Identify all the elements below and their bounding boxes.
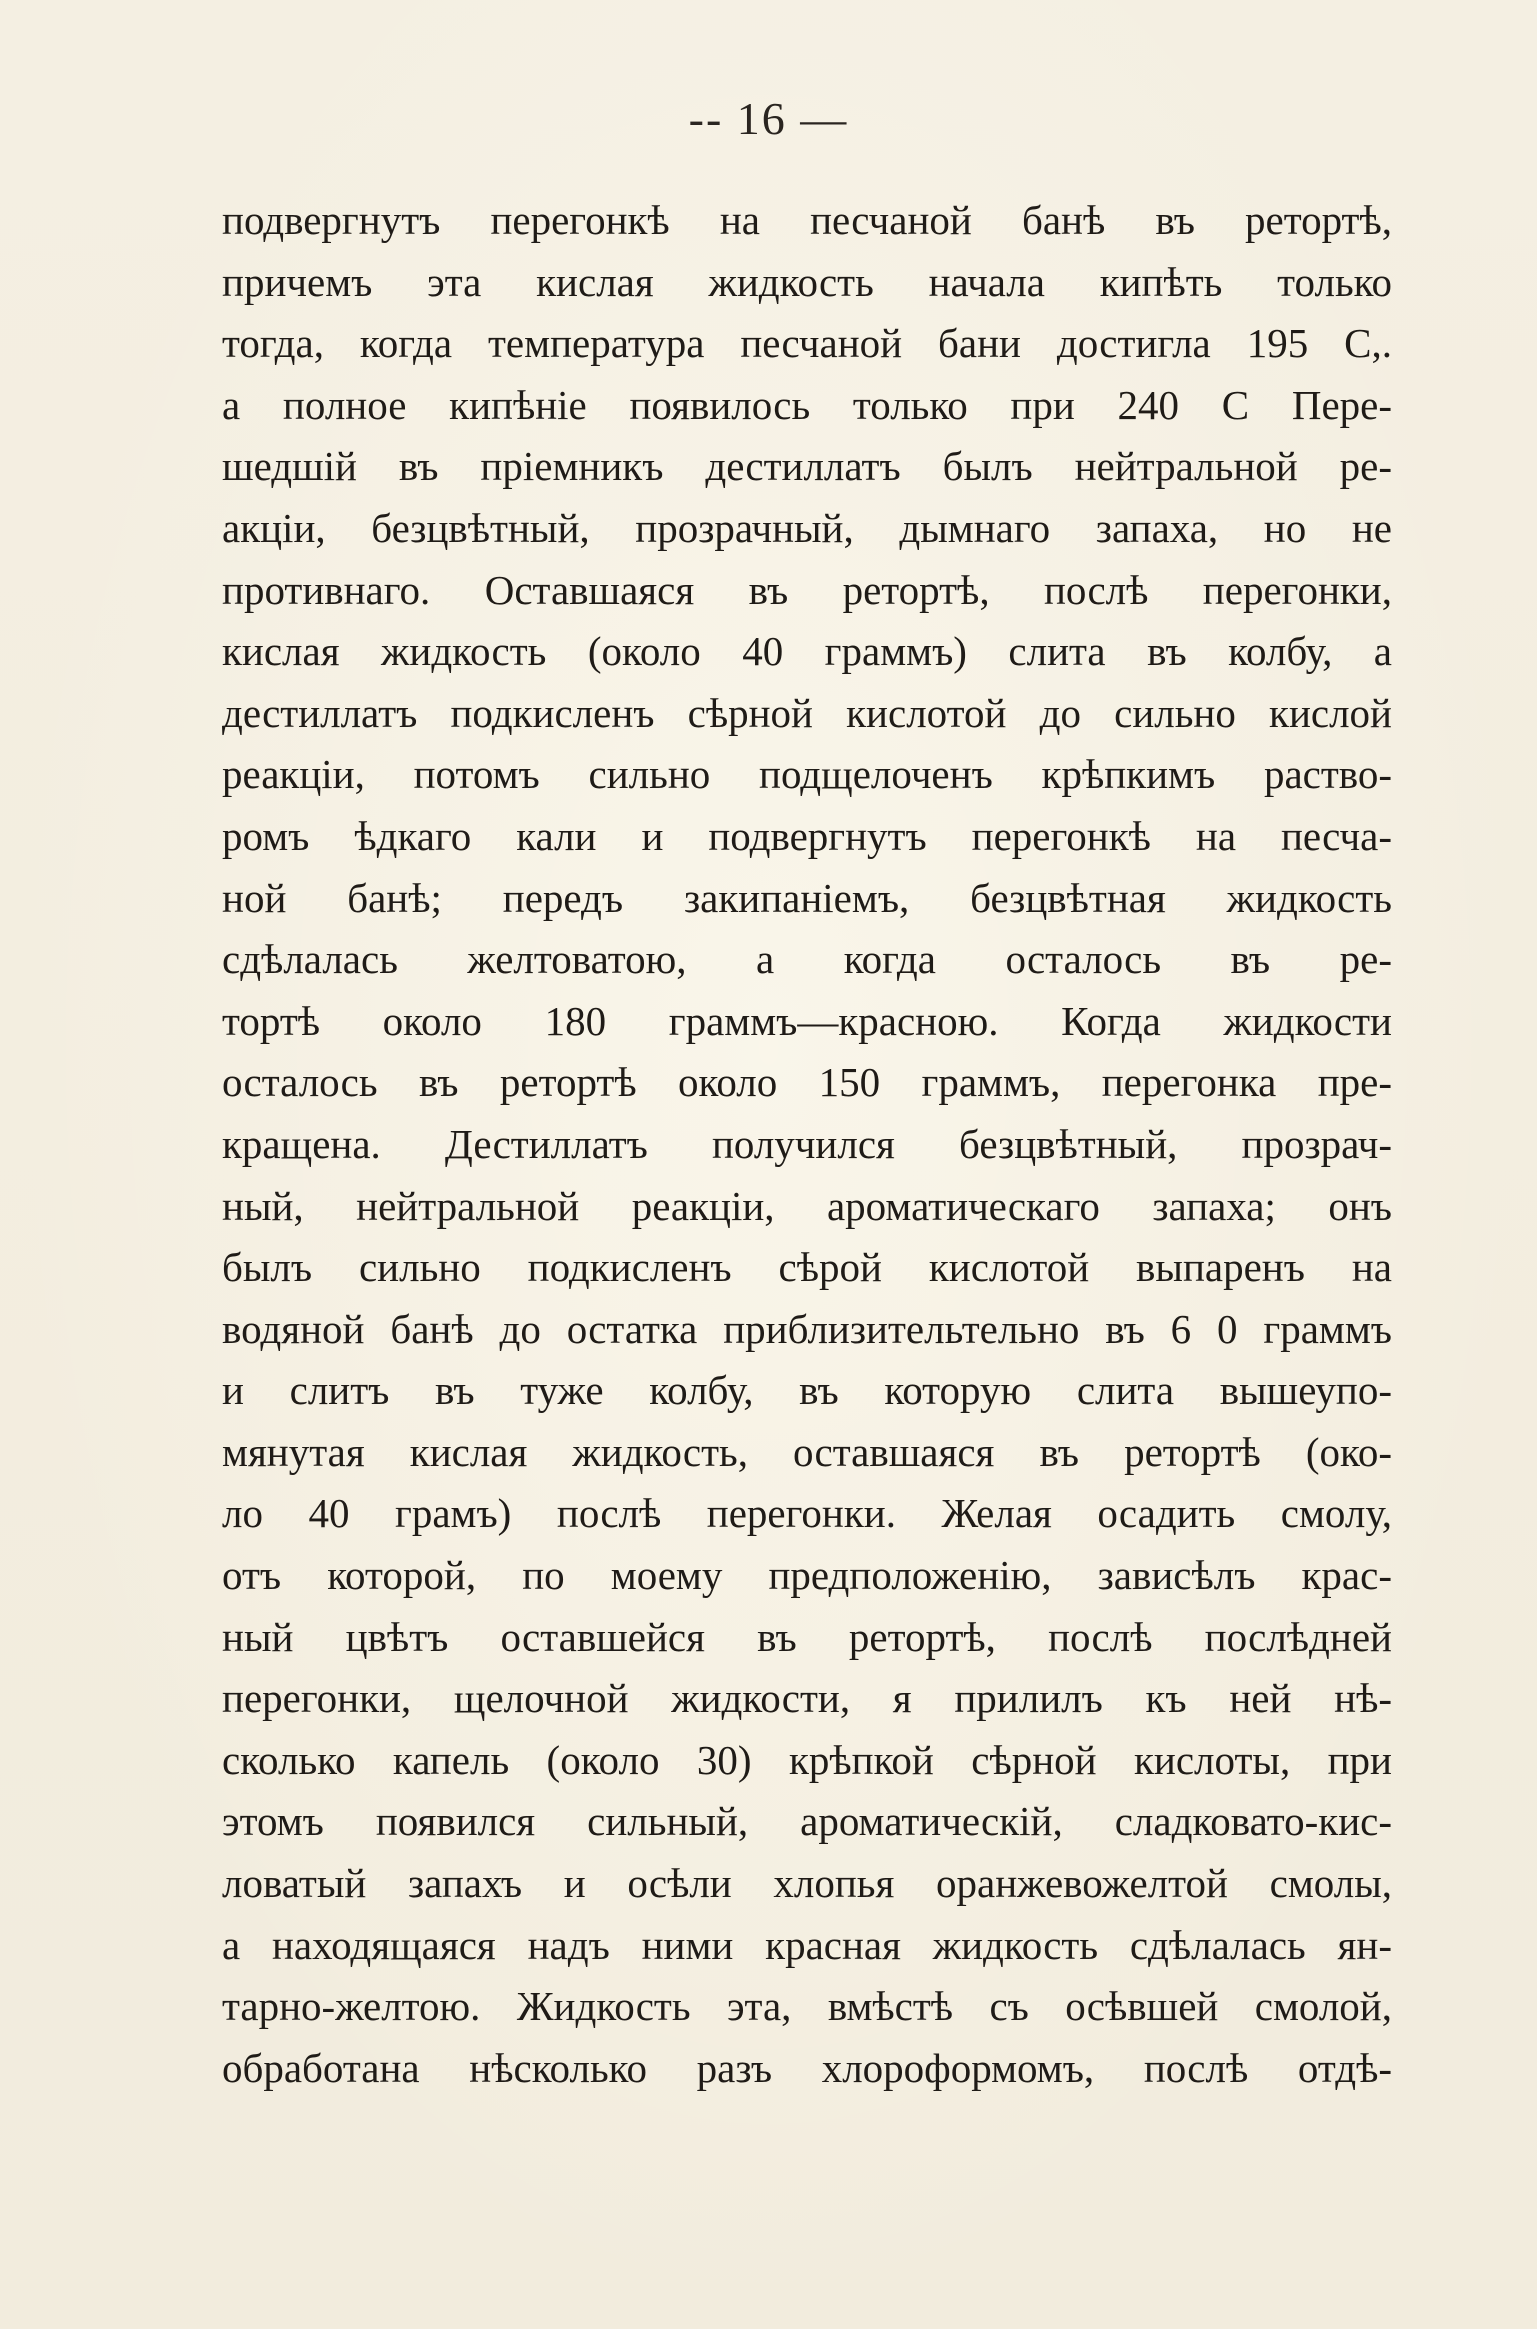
page-number: -- 16 — xyxy=(688,93,849,144)
text-line: осталось въ ретортѣ около 150 граммъ, перегонка пре- xyxy=(222,1059,1392,1106)
text-line: ный, нейтральной реакціи, ароматическаго запаха; онъ xyxy=(222,1182,1392,1229)
text-line: ный цвѣтъ оставшейся въ ретортѣ, послѣ послѣдней xyxy=(222,1613,1392,1660)
text-line: акціи, безцвѣтный, прозрачный, дымнаго запаха, но не xyxy=(222,504,1392,551)
text-line: тарно-желтою. Жидкость эта, вмѣстѣ съ осѣвшей смолой, xyxy=(222,1983,1392,2030)
text-line: кращена. Дестиллатъ получился безцвѣтный, прозрач- xyxy=(222,1120,1392,1167)
text-line: кислая жидкость (около 40 граммъ) слита въ колбу, а xyxy=(222,628,1392,675)
text-line: обработана нѣсколько разъ хлороформомъ, послѣ отдѣ- xyxy=(222,2044,1392,2091)
text-line: а находящаяся надъ ними красная жидкость сдѣлалась ян- xyxy=(222,1921,1392,1968)
text-line: мянутая кислая жидкость, оставшаяся въ ретортѣ (око- xyxy=(222,1428,1392,1475)
text-line: дестиллатъ подкисленъ сѣрной кислотой до сильно кислой xyxy=(222,689,1392,736)
text-line: ромъ ѣдкаго кали и подвергнутъ перегонкѣ на песча- xyxy=(222,812,1392,859)
body-text xyxy=(222,190,1392,2099)
text-line: былъ сильно подкисленъ сѣрой кислотой выпаренъ на xyxy=(222,1244,1392,1291)
text-line: причемъ эта кислая жидкость начала кипѣть только xyxy=(222,258,1392,305)
text-line: подвергнутъ перегонкѣ на песчаной банѣ въ ретортѣ, xyxy=(222,197,1392,243)
text-line: ло 40 грамъ) послѣ перегонки. Желая осадить смолу, xyxy=(222,1490,1392,1537)
text-line: тортѣ около 180 граммъ—красною. Когда жидкости xyxy=(222,997,1392,1044)
text-line: и слитъ въ туже колбу, въ которую слита вышеупо- xyxy=(222,1367,1392,1414)
text-line: отъ которой, по моему предположенію, зависѣлъ крас- xyxy=(222,1552,1392,1599)
text-line: сколько капель (около 30) крѣпкой сѣрной кислоты, при xyxy=(222,1736,1392,1783)
text-line: тогда, когда температура песчаной бани достигла 195 С,. xyxy=(222,320,1392,367)
text-line: противнаго. Оставшаяся въ ретортѣ, послѣ перегонки, xyxy=(222,566,1392,613)
text-line: сдѣлалась желтоватою, а когда осталось въ ре- xyxy=(222,936,1392,983)
text-line: водяной банѣ до остатка приблизительтельно въ 6 0 граммъ xyxy=(222,1305,1392,1352)
text-line: ловатый запахъ и осѣли хлопья оранжевожелтой смолы, xyxy=(222,1860,1392,1907)
text-line: а полное кипѣніе появилось только при 240 С Пере- xyxy=(222,381,1392,428)
text-line: этомъ появился сильный, ароматическій, сладковато-кис- xyxy=(222,1798,1392,1845)
text-line: реакціи, потомъ сильно подщелоченъ крѣпкимъ раство- xyxy=(222,751,1392,798)
text-line: ной банѣ; передъ закипаніемъ, безцвѣтная жидкость xyxy=(222,874,1392,921)
text-line: перегонки, щелочной жидкости, я прилилъ къ ней нѣ- xyxy=(222,1675,1392,1722)
text-line: шедшій въ пріемникъ дестиллатъ былъ нейтральной ре- xyxy=(222,443,1392,490)
